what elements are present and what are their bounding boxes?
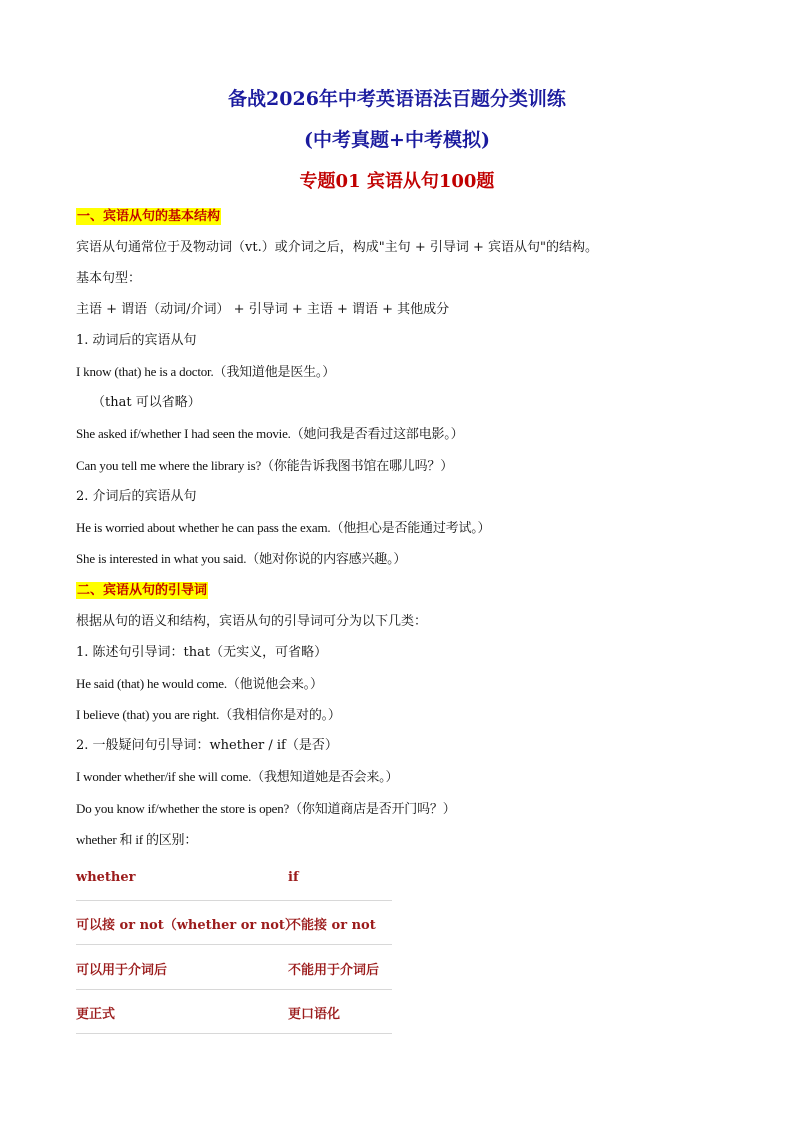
document-subtitle: (中考真题+中考模拟) (304, 129, 490, 151)
note-line: （that 可以省略） (92, 395, 201, 410)
subheading-preposition-clause: 2. 介词后的宾语从句 (76, 489, 197, 504)
comparison-intro: whether 和 if 的区别： (76, 832, 198, 847)
text-line: 主语 + 谓语（动词/介词） + 引导词 + 主语 + 谓语 + 其他成分 (76, 302, 450, 317)
table-cell: 不能用于介词后 (288, 963, 380, 978)
example-sentence: She is interested in what you said.（她对你说的内容感兴趣。） (76, 551, 407, 566)
table-cell: 更正式 (76, 1007, 116, 1022)
example-sentence: I know (that) he is a doctor.（我知道他是医生。） (76, 364, 336, 379)
table-cell: 可以用于介词后 (76, 963, 168, 978)
example-sentence: She asked if/whether I had seen the movie.（她问我是否看过这部电影。） (76, 426, 464, 441)
table-header-cell: whether (76, 870, 136, 885)
table-row (76, 900, 392, 945)
subheading-statement-introducer: 1. 陈述句引导词：that（无实义，可省略） (76, 645, 328, 660)
table-header-cell: if (288, 870, 299, 885)
example-sentence: Do you know if/whether the store is open?（你知道商店是否开门吗？） (76, 801, 456, 816)
example-sentence: I believe (that) you are right.（我相信你是对的。） (76, 707, 341, 722)
example-sentence: I wonder whether/if she will come.（我想知道她是否会来。） (76, 769, 399, 784)
section-heading-introducers: 二、宾语从句的引导词 (77, 583, 208, 598)
subheading-question-introducer: 2. 一般疑问句引导词：whether / if（是否） (76, 738, 338, 753)
table-row (76, 945, 392, 990)
table-cell: 可以接 or not（whether or not） (76, 918, 298, 933)
document-title: 备战2026年中考英语语法百题分类训练 (228, 88, 566, 110)
text-line: 根据从句的语义和结构，宾语从句的引导词可分为以下几类： (76, 614, 428, 629)
text-line: 宾语从句通常位于及物动词（vt.）或介词之后，构成"主句 + 引导词 + 宾语从句"的结构。 (76, 240, 598, 255)
table-cell: 更口语化 (288, 1007, 341, 1022)
text-line: 基本句型： (76, 271, 142, 286)
section-heading-basic-structure: 一、宾语从句的基本结构 (77, 209, 221, 224)
table-cell: 不能接 or not (288, 918, 376, 933)
topic-title: 专题01 宾语从句100题 (299, 171, 495, 192)
table-header-row (76, 856, 392, 901)
example-sentence: He is worried about whether he can pass the exam.（他担心是否能通过考试。） (76, 520, 491, 535)
table-row (76, 989, 392, 1034)
example-sentence: He said (that) he would come.（他说他会来。） (76, 676, 323, 691)
subheading-verb-clause: 1. 动词后的宾语从句 (76, 333, 197, 348)
example-sentence: Can you tell me where the library is?（你能告诉我图书馆在哪儿吗？） (76, 458, 454, 473)
